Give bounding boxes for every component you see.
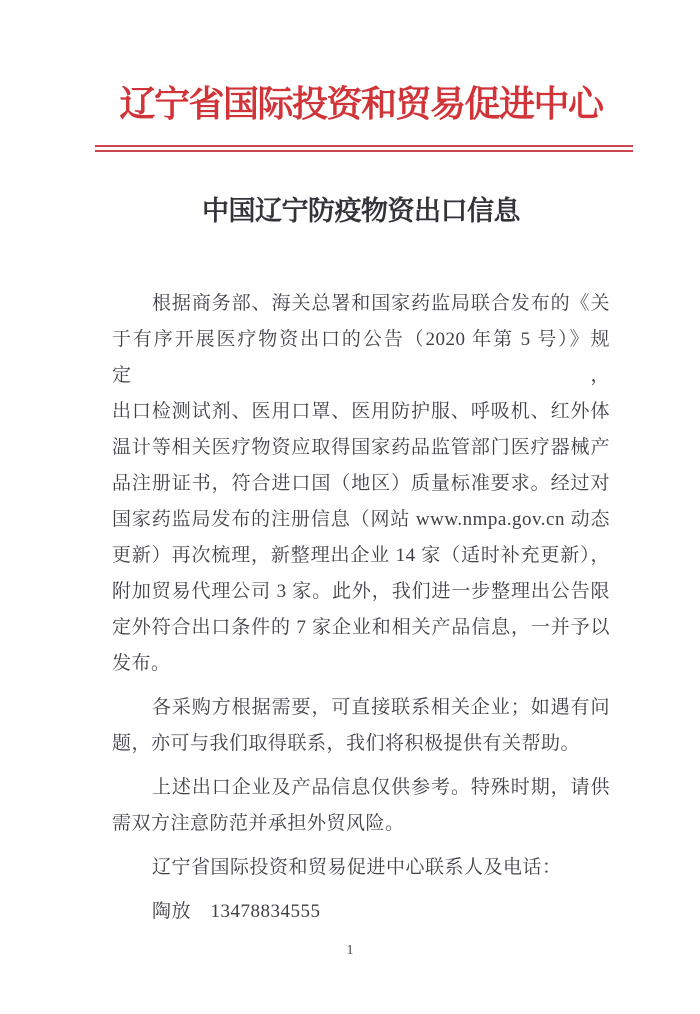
text-line: 各采购方根据需要，可直接联系相关企业；如遇有问 <box>152 696 610 718</box>
text-line: 陶放 13478834555 <box>152 900 321 922</box>
document-content <box>112 0 610 938</box>
page-title: 中国辽宁防疫物资出口信息 <box>202 195 520 226</box>
letterhead-rule <box>95 145 633 152</box>
text-line: 于有序开展医疗物资出口的公告（2020 年第 5 号）》规定， <box>112 328 610 386</box>
text-line: 国家药监局发布的注册信息（网站 www.nmpa.gov.cn 动态 <box>112 508 610 530</box>
text-line: 题，亦可与我们取得联系，我们将积极提供有关帮助。 <box>112 732 581 754</box>
letterhead-title: 辽宁省国际投资和贸易促进中心 <box>119 84 603 124</box>
text-line: 品注册证书，符合进口国（地区）质量标准要求。经过对 <box>112 472 610 494</box>
paragraph <box>112 894 610 930</box>
text-line: 上述出口企业及产品信息仅供参考。特殊时期，请供 <box>152 776 610 798</box>
paragraph <box>112 850 610 886</box>
document-paragraphs <box>112 286 610 930</box>
text-line: 附加贸易代理公司 3 家。此外，我们进一步整理出公告限 <box>112 580 610 602</box>
text-line: 定外符合出口条件的 7 家企业和相关产品信息，一并予以 <box>112 616 610 638</box>
text-line: 需双方注意防范并承担外贸风险。 <box>112 812 405 834</box>
paragraph <box>112 770 610 842</box>
text-line: 辽宁省国际投资和贸易促进中心联系人及电话： <box>152 856 562 878</box>
page-number: 1 <box>346 943 354 958</box>
paragraph <box>112 286 610 682</box>
text-line: 出口检测试剂、医用口罩、医用防护服、呼吸机、红外体 <box>112 400 610 422</box>
paragraph <box>112 690 610 762</box>
text-line: 根据商务部、海关总署和国家药监局联合发布的《关 <box>152 292 610 314</box>
text-line: 温计等相关医疗物资应取得国家药品监管部门医疗器械产 <box>112 436 610 458</box>
text-line: 更新）再次梳理，新整理出企业 14 家（适时补充更新）， <box>112 544 610 566</box>
text-line: 发布。 <box>112 652 171 674</box>
